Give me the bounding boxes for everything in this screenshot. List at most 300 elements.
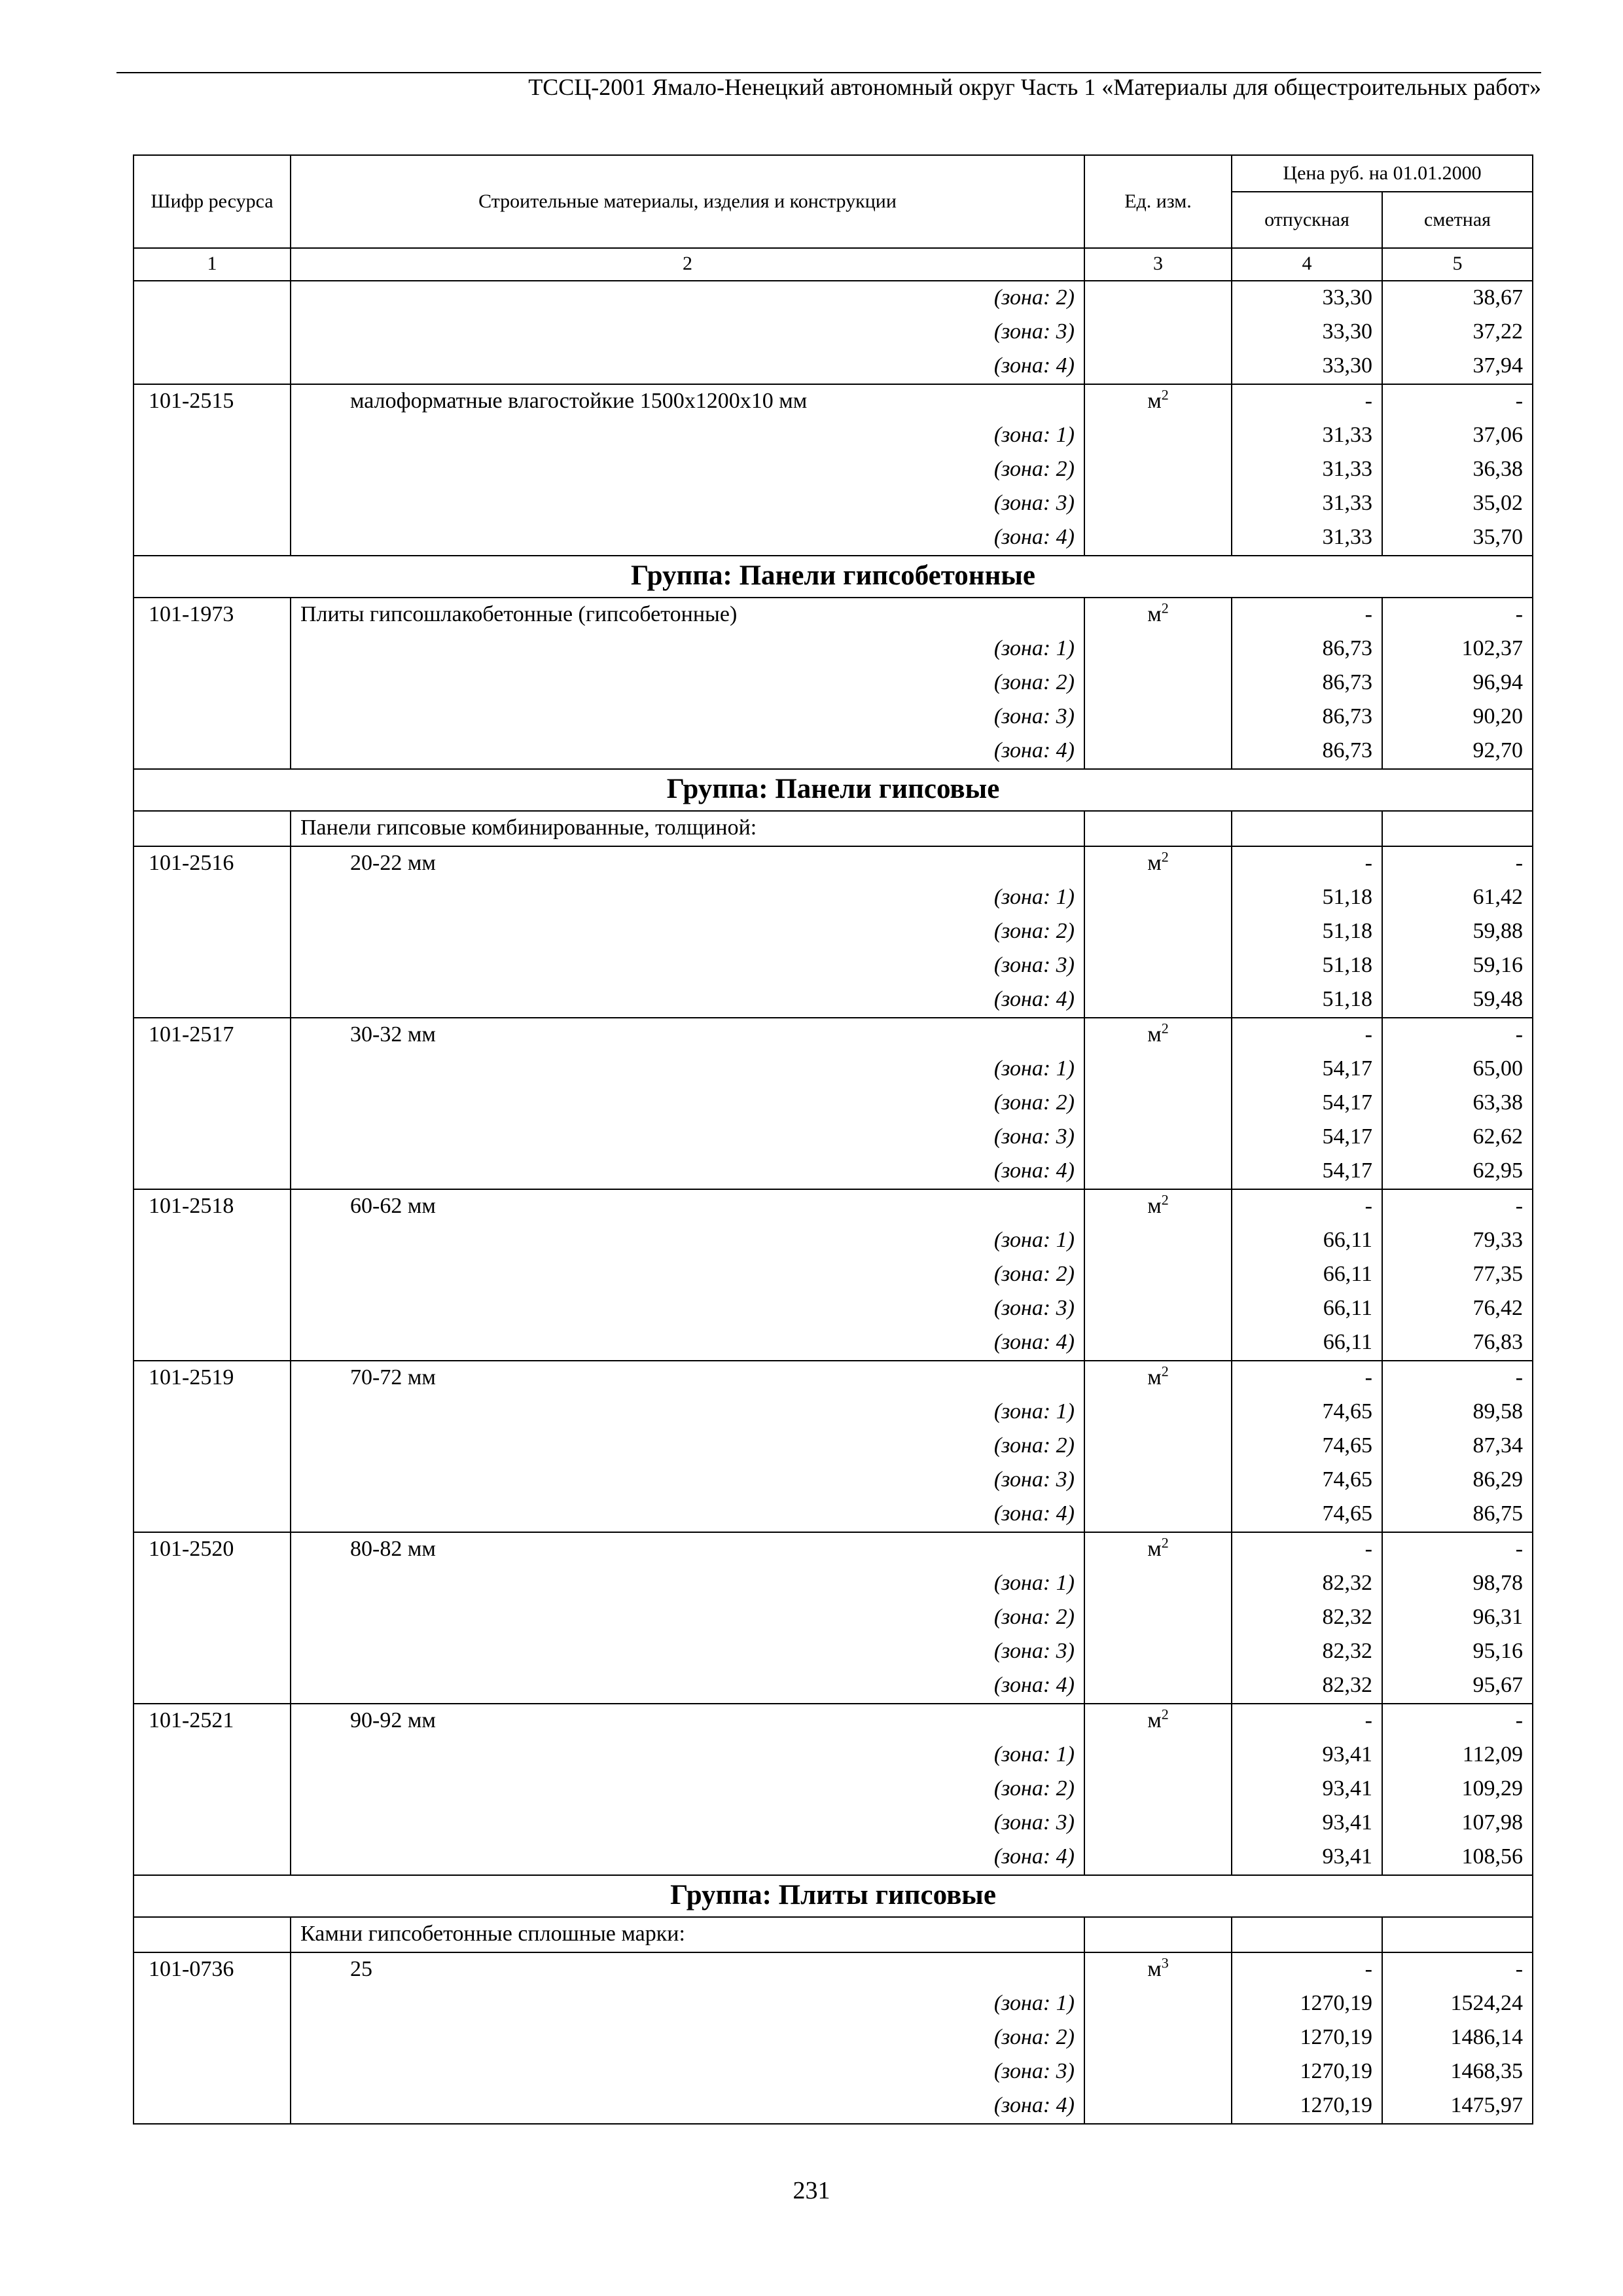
release-price: 1270,19 bbox=[1232, 1987, 1382, 2021]
estimate-price: 62,62 bbox=[1382, 1121, 1533, 1155]
estimate-price: 87,34 bbox=[1382, 1429, 1533, 1463]
unit-power: 2 bbox=[1161, 1020, 1169, 1037]
cell-unit bbox=[1084, 1567, 1232, 1601]
release-price: 51,18 bbox=[1232, 983, 1382, 1018]
zone-label: (зона: 2) bbox=[291, 1086, 1084, 1121]
release-price: 66,11 bbox=[1232, 1326, 1382, 1361]
table-row-zone bbox=[134, 1052, 1533, 1086]
table-row-zone bbox=[134, 281, 1533, 315]
table-row-zone bbox=[134, 1601, 1533, 1635]
cell-code bbox=[134, 700, 291, 734]
material-name: малоформатные влагостойкие 1500х1200х10 мм bbox=[291, 384, 1084, 419]
release-price: 1270,19 bbox=[1232, 2021, 1382, 2055]
unit-power: 2 bbox=[1161, 1191, 1169, 1208]
cell-unit bbox=[1084, 983, 1232, 1018]
cell-code bbox=[134, 1224, 291, 1258]
estimate-price: 77,35 bbox=[1382, 1258, 1533, 1292]
release-price: 31,33 bbox=[1232, 419, 1382, 453]
table-row-zone bbox=[134, 632, 1533, 666]
estimate-price: 86,29 bbox=[1382, 1463, 1533, 1498]
col-number: 3 bbox=[1084, 248, 1232, 281]
cell-code bbox=[134, 1772, 291, 1806]
cell-unit bbox=[1084, 2021, 1232, 2055]
table-row-zone bbox=[134, 2021, 1533, 2055]
release-price: 1270,19 bbox=[1232, 2055, 1382, 2089]
cell-unit bbox=[1084, 881, 1232, 915]
cell-unit bbox=[1084, 1292, 1232, 1326]
col-number: 5 bbox=[1382, 248, 1533, 281]
unit-power: 2 bbox=[1161, 848, 1169, 865]
unit-power: 2 bbox=[1161, 1363, 1169, 1380]
zone-label: (зона: 1) bbox=[291, 1052, 1084, 1086]
zone-label: (зона: 3) bbox=[291, 315, 1084, 350]
cell-unit bbox=[1084, 632, 1232, 666]
release-price: 86,73 bbox=[1232, 666, 1382, 700]
resource-code: 101-2518 bbox=[134, 1189, 291, 1224]
release-price: - bbox=[1232, 1952, 1382, 1987]
cell-unit bbox=[1084, 1772, 1232, 1806]
release-price: 66,11 bbox=[1232, 1224, 1382, 1258]
cell-unit bbox=[1084, 1498, 1232, 1532]
table-row-zone bbox=[134, 1806, 1533, 1840]
release-price: 93,41 bbox=[1232, 1806, 1382, 1840]
cell-unit bbox=[1084, 2089, 1232, 2124]
material-name: 90-92 мм bbox=[291, 1704, 1084, 1738]
group-heading-row bbox=[134, 556, 1533, 598]
page-number: 231 bbox=[793, 2177, 830, 2204]
unit: м bbox=[1147, 389, 1162, 413]
cell-code bbox=[134, 1987, 291, 2021]
release-price: 86,73 bbox=[1232, 734, 1382, 769]
zone-label: (зона: 1) bbox=[291, 419, 1084, 453]
estimate-price: 76,83 bbox=[1382, 1326, 1533, 1361]
zone-label: (зона: 2) bbox=[291, 915, 1084, 949]
cell-unit bbox=[1084, 1395, 1232, 1429]
zone-label: (зона: 2) bbox=[291, 1601, 1084, 1635]
table-row-zone bbox=[134, 521, 1533, 556]
release-price: - bbox=[1232, 1361, 1382, 1395]
cell-unit bbox=[1084, 453, 1232, 487]
zone-label: (зона: 2) bbox=[291, 281, 1084, 315]
zone-label: (зона: 1) bbox=[291, 1395, 1084, 1429]
material-name: 20-22 мм bbox=[291, 846, 1084, 881]
cell-code bbox=[134, 1669, 291, 1704]
zone-label: (зона: 2) bbox=[291, 666, 1084, 700]
cell-unit bbox=[1084, 1463, 1232, 1498]
cell-unit bbox=[1084, 1224, 1232, 1258]
estimate-price: 76,42 bbox=[1382, 1292, 1533, 1326]
table-row-zone bbox=[134, 1395, 1533, 1429]
table-row-zone bbox=[134, 1635, 1533, 1669]
running-header: ТССЦ-2001 Ямало-Ненецкий автономный округ Часть 1 «Материалы для общестроительных работ» bbox=[528, 74, 1541, 100]
release-price: 33,30 bbox=[1232, 281, 1382, 315]
zone-label: (зона: 4) bbox=[291, 350, 1084, 384]
table-row-zone bbox=[134, 487, 1533, 521]
estimate-price: 37,22 bbox=[1382, 315, 1533, 350]
estimate-price: 61,42 bbox=[1382, 881, 1533, 915]
estimate-price: 37,94 bbox=[1382, 350, 1533, 384]
cell-code bbox=[134, 811, 291, 846]
table-row-item bbox=[134, 598, 1533, 632]
estimate-price: - bbox=[1382, 1189, 1533, 1224]
cell-code bbox=[134, 1840, 291, 1875]
table-row-zone bbox=[134, 983, 1533, 1018]
release-price: 93,41 bbox=[1232, 1840, 1382, 1875]
table-row-zone bbox=[134, 2055, 1533, 2089]
release-price: 54,17 bbox=[1232, 1086, 1382, 1121]
resource-code: 101-2515 bbox=[134, 384, 291, 419]
cell-unit bbox=[1084, 1121, 1232, 1155]
cell-code bbox=[134, 1429, 291, 1463]
cell-unit bbox=[1084, 700, 1232, 734]
zone-label: (зона: 3) bbox=[291, 700, 1084, 734]
table-row-zone bbox=[134, 1567, 1533, 1601]
estimate-price: 95,16 bbox=[1382, 1635, 1533, 1669]
cell-code bbox=[134, 1635, 291, 1669]
cell-code bbox=[134, 1292, 291, 1326]
table-row-item bbox=[134, 1189, 1533, 1224]
table-row-zone bbox=[134, 1258, 1533, 1292]
resource-code: 101-2516 bbox=[134, 846, 291, 881]
estimate-price: 62,95 bbox=[1382, 1155, 1533, 1189]
estimate-price: 90,20 bbox=[1382, 700, 1533, 734]
zone-label: (зона: 3) bbox=[291, 1121, 1084, 1155]
release-price: 54,17 bbox=[1232, 1121, 1382, 1155]
release-price: 93,41 bbox=[1232, 1772, 1382, 1806]
table-row-zone bbox=[134, 1429, 1533, 1463]
release-price: - bbox=[1232, 1018, 1382, 1052]
zone-label: (зона: 1) bbox=[291, 1567, 1084, 1601]
estimate-price: 59,88 bbox=[1382, 915, 1533, 949]
unit-cell bbox=[1084, 384, 1232, 419]
estimate-price: - bbox=[1382, 598, 1533, 632]
cell-code bbox=[134, 734, 291, 769]
release-price: 54,17 bbox=[1232, 1155, 1382, 1189]
estimate-price: 86,75 bbox=[1382, 1498, 1533, 1532]
subheading-row bbox=[134, 1917, 1533, 1952]
cell-code bbox=[134, 1463, 291, 1498]
estimate-price: 35,70 bbox=[1382, 521, 1533, 556]
zone-label: (зона: 4) bbox=[291, 2089, 1084, 2124]
estimate-price: 112,09 bbox=[1382, 1738, 1533, 1772]
price-table bbox=[133, 154, 1533, 2125]
cell-unit bbox=[1084, 521, 1232, 556]
cell-unit bbox=[1084, 1806, 1232, 1840]
unit-cell bbox=[1084, 598, 1232, 632]
table-row-zone bbox=[134, 1326, 1533, 1361]
zone-label: (зона: 3) bbox=[291, 1806, 1084, 1840]
cell-unit bbox=[1084, 949, 1232, 983]
zone-label: (зона: 1) bbox=[291, 1738, 1084, 1772]
cell-unit bbox=[1084, 419, 1232, 453]
col-header-release: отпускная bbox=[1232, 192, 1382, 248]
release-price: 66,11 bbox=[1232, 1258, 1382, 1292]
table-row-zone bbox=[134, 1121, 1533, 1155]
unit-power: 2 bbox=[1161, 1534, 1169, 1551]
col-header-estimate: сметная bbox=[1382, 192, 1533, 248]
cell-unit bbox=[1084, 1086, 1232, 1121]
subheading-text: Панели гипсовые комбинированные, толщиной: bbox=[291, 811, 1084, 846]
cell-code bbox=[134, 2089, 291, 2124]
unit-cell bbox=[1084, 1532, 1232, 1567]
estimate-price: 92,70 bbox=[1382, 734, 1533, 769]
estimate-price: 98,78 bbox=[1382, 1567, 1533, 1601]
estimate-price: 102,37 bbox=[1382, 632, 1533, 666]
cell-code bbox=[134, 1806, 291, 1840]
cell-code bbox=[134, 1917, 291, 1952]
release-price: 33,30 bbox=[1232, 315, 1382, 350]
table-row-zone bbox=[134, 915, 1533, 949]
release-price: 86,73 bbox=[1232, 700, 1382, 734]
estimate-price: 89,58 bbox=[1382, 1395, 1533, 1429]
release-price: - bbox=[1232, 1532, 1382, 1567]
table-row-zone bbox=[134, 700, 1533, 734]
estimate-price: 38,67 bbox=[1382, 281, 1533, 315]
table-row-zone bbox=[134, 734, 1533, 769]
cell-code bbox=[134, 1738, 291, 1772]
col-number: 2 bbox=[291, 248, 1084, 281]
zone-label: (зона: 2) bbox=[291, 1772, 1084, 1806]
unit-cell bbox=[1084, 1189, 1232, 1224]
unit: м bbox=[1147, 1194, 1162, 1218]
zone-label: (зона: 4) bbox=[291, 1669, 1084, 1704]
unit-cell bbox=[1084, 1361, 1232, 1395]
cell-code bbox=[134, 1155, 291, 1189]
estimate-price: - bbox=[1382, 1532, 1533, 1567]
table-row-zone bbox=[134, 1463, 1533, 1498]
cell-unit bbox=[1084, 1155, 1232, 1189]
release-price: 51,18 bbox=[1232, 949, 1382, 983]
resource-code: 101-2520 bbox=[134, 1532, 291, 1567]
cell-code bbox=[134, 453, 291, 487]
estimate-price: 108,56 bbox=[1382, 1840, 1533, 1875]
cell-code bbox=[134, 632, 291, 666]
release-price: 33,30 bbox=[1232, 350, 1382, 384]
release-price: 31,33 bbox=[1232, 487, 1382, 521]
col-header-price: Цена руб. на 01.01.2000 bbox=[1232, 155, 1533, 192]
estimate-price: - bbox=[1382, 1361, 1533, 1395]
material-name: 80-82 мм bbox=[291, 1532, 1084, 1567]
cell-unit bbox=[1084, 666, 1232, 700]
group-heading: Группа: Плиты гипсовые bbox=[134, 1875, 1533, 1917]
estimate-price: - bbox=[1382, 1704, 1533, 1738]
cell-unit bbox=[1084, 734, 1232, 769]
table-row-zone bbox=[134, 1772, 1533, 1806]
table-row-zone bbox=[134, 949, 1533, 983]
cell-code bbox=[134, 1395, 291, 1429]
estimate-price: 35,02 bbox=[1382, 487, 1533, 521]
material-name: Плиты гипсошлакобетонные (гипсобетонные) bbox=[291, 598, 1084, 632]
header-rule bbox=[116, 72, 1541, 73]
table-row-zone bbox=[134, 1840, 1533, 1875]
zone-label: (зона: 2) bbox=[291, 1258, 1084, 1292]
resource-code: 101-2517 bbox=[134, 1018, 291, 1052]
material-name: 70-72 мм bbox=[291, 1361, 1084, 1395]
unit: м bbox=[1147, 1537, 1162, 1561]
cell-estimate bbox=[1382, 1917, 1533, 1952]
cell-code bbox=[134, 1601, 291, 1635]
unit: м bbox=[1147, 1022, 1162, 1047]
table-row-zone bbox=[134, 1292, 1533, 1326]
table-row-zone bbox=[134, 315, 1533, 350]
cell-code bbox=[134, 487, 291, 521]
cell-estimate bbox=[1382, 811, 1533, 846]
group-heading-row bbox=[134, 769, 1533, 811]
cell-release bbox=[1232, 811, 1382, 846]
release-price: 31,33 bbox=[1232, 453, 1382, 487]
release-price: 54,17 bbox=[1232, 1052, 1382, 1086]
table-row-zone bbox=[134, 666, 1533, 700]
unit-power: 3 bbox=[1161, 1954, 1169, 1971]
cell-unit bbox=[1084, 1326, 1232, 1361]
cell-unit bbox=[1084, 915, 1232, 949]
cell-code bbox=[134, 521, 291, 556]
cell-code bbox=[134, 281, 291, 315]
estimate-price: 59,16 bbox=[1382, 949, 1533, 983]
zone-label: (зона: 4) bbox=[291, 1326, 1084, 1361]
release-price: - bbox=[1232, 1189, 1382, 1224]
cell-code bbox=[134, 1052, 291, 1086]
cell-unit bbox=[1084, 1429, 1232, 1463]
estimate-price: 1468,35 bbox=[1382, 2055, 1533, 2089]
cell-unit bbox=[1084, 350, 1232, 384]
table-body bbox=[134, 281, 1533, 2124]
material-name: 60-62 мм bbox=[291, 1189, 1084, 1224]
release-price: 51,18 bbox=[1232, 915, 1382, 949]
release-price: 74,65 bbox=[1232, 1429, 1382, 1463]
table-row-item bbox=[134, 1018, 1533, 1052]
unit-cell bbox=[1084, 846, 1232, 881]
cell-unit bbox=[1084, 811, 1232, 846]
cell-code bbox=[134, 315, 291, 350]
cell-unit bbox=[1084, 1669, 1232, 1704]
cell-unit bbox=[1084, 1601, 1232, 1635]
unit-cell bbox=[1084, 1018, 1232, 1052]
cell-code bbox=[134, 419, 291, 453]
group-heading: Группа: Панели гипсовые bbox=[134, 769, 1533, 811]
release-price: 74,65 bbox=[1232, 1498, 1382, 1532]
cell-unit bbox=[1084, 2055, 1232, 2089]
group-heading: Группа: Панели гипсобетонные bbox=[134, 556, 1533, 598]
cell-unit bbox=[1084, 1635, 1232, 1669]
zone-label: (зона: 4) bbox=[291, 1498, 1084, 1532]
cell-code bbox=[134, 350, 291, 384]
zone-label: (зона: 4) bbox=[291, 734, 1084, 769]
zone-label: (зона: 1) bbox=[291, 1987, 1084, 2021]
release-price: 51,18 bbox=[1232, 881, 1382, 915]
zone-label: (зона: 2) bbox=[291, 2021, 1084, 2055]
unit: м bbox=[1147, 602, 1162, 626]
release-price: - bbox=[1232, 598, 1382, 632]
zone-label: (зона: 1) bbox=[291, 632, 1084, 666]
cell-code bbox=[134, 1498, 291, 1532]
cell-unit bbox=[1084, 315, 1232, 350]
table-row-item bbox=[134, 1952, 1533, 1987]
estimate-price: 65,00 bbox=[1382, 1052, 1533, 1086]
zone-label: (зона: 1) bbox=[291, 881, 1084, 915]
estimate-price: 36,38 bbox=[1382, 453, 1533, 487]
cell-code bbox=[134, 1567, 291, 1601]
cell-code bbox=[134, 1121, 291, 1155]
table-row-item bbox=[134, 384, 1533, 419]
zone-label: (зона: 3) bbox=[291, 2055, 1084, 2089]
table-row-item bbox=[134, 846, 1533, 881]
group-heading-row bbox=[134, 1875, 1533, 1917]
zone-label: (зона: 4) bbox=[291, 521, 1084, 556]
cell-code bbox=[134, 2055, 291, 2089]
cell-code bbox=[134, 666, 291, 700]
release-price: 93,41 bbox=[1232, 1738, 1382, 1772]
cell-code bbox=[134, 1086, 291, 1121]
release-price: 82,32 bbox=[1232, 1635, 1382, 1669]
estimate-price: 1486,14 bbox=[1382, 2021, 1533, 2055]
release-price: - bbox=[1232, 846, 1382, 881]
release-price: 74,65 bbox=[1232, 1463, 1382, 1498]
table-row-zone bbox=[134, 1086, 1533, 1121]
cell-unit bbox=[1084, 1738, 1232, 1772]
release-price: 1270,19 bbox=[1232, 2089, 1382, 2124]
unit-cell bbox=[1084, 1952, 1232, 1987]
cell-code bbox=[134, 983, 291, 1018]
cell-unit bbox=[1084, 1917, 1232, 1952]
estimate-price: - bbox=[1382, 1018, 1533, 1052]
unit: м bbox=[1147, 1365, 1162, 1390]
zone-label: (зона: 4) bbox=[291, 1155, 1084, 1189]
resource-code: 101-2519 bbox=[134, 1361, 291, 1395]
cell-release bbox=[1232, 1917, 1382, 1952]
col-header-unit: Ед. изм. bbox=[1084, 155, 1232, 248]
cell-code bbox=[134, 1326, 291, 1361]
estimate-price: - bbox=[1382, 1952, 1533, 1987]
table-row-zone bbox=[134, 1155, 1533, 1189]
release-price: 86,73 bbox=[1232, 632, 1382, 666]
estimate-price: - bbox=[1382, 846, 1533, 881]
table-row-zone bbox=[134, 1738, 1533, 1772]
zone-label: (зона: 3) bbox=[291, 487, 1084, 521]
release-price: 66,11 bbox=[1232, 1292, 1382, 1326]
col-number: 4 bbox=[1232, 248, 1382, 281]
cell-code bbox=[134, 949, 291, 983]
estimate-price: 1475,97 bbox=[1382, 2089, 1533, 2124]
table-row-item bbox=[134, 1361, 1533, 1395]
resource-code: 101-2521 bbox=[134, 1704, 291, 1738]
subheading-row bbox=[134, 811, 1533, 846]
zone-label: (зона: 3) bbox=[291, 1463, 1084, 1498]
zone-label: (зона: 4) bbox=[291, 983, 1084, 1018]
unit-cell bbox=[1084, 1704, 1232, 1738]
unit-power: 2 bbox=[1161, 386, 1169, 403]
zone-label: (зона: 2) bbox=[291, 1429, 1084, 1463]
cell-code bbox=[134, 915, 291, 949]
release-price: 74,65 bbox=[1232, 1395, 1382, 1429]
estimate-price: 96,94 bbox=[1382, 666, 1533, 700]
subheading-text: Камни гипсобетонные сплошные марки: bbox=[291, 1917, 1084, 1952]
table-row-zone bbox=[134, 1498, 1533, 1532]
cell-unit bbox=[1084, 1258, 1232, 1292]
cell-code bbox=[134, 2021, 291, 2055]
table-row-zone bbox=[134, 1224, 1533, 1258]
table-row-zone bbox=[134, 453, 1533, 487]
zone-label: (зона: 1) bbox=[291, 1224, 1084, 1258]
cell-unit bbox=[1084, 1052, 1232, 1086]
estimate-price: 96,31 bbox=[1382, 1601, 1533, 1635]
unit: м bbox=[1147, 1708, 1162, 1732]
table-row-zone bbox=[134, 2089, 1533, 2124]
material-name: 30-32 мм bbox=[291, 1018, 1084, 1052]
estimate-price: 107,98 bbox=[1382, 1806, 1533, 1840]
release-price: 82,32 bbox=[1232, 1601, 1382, 1635]
table-row-zone bbox=[134, 350, 1533, 384]
